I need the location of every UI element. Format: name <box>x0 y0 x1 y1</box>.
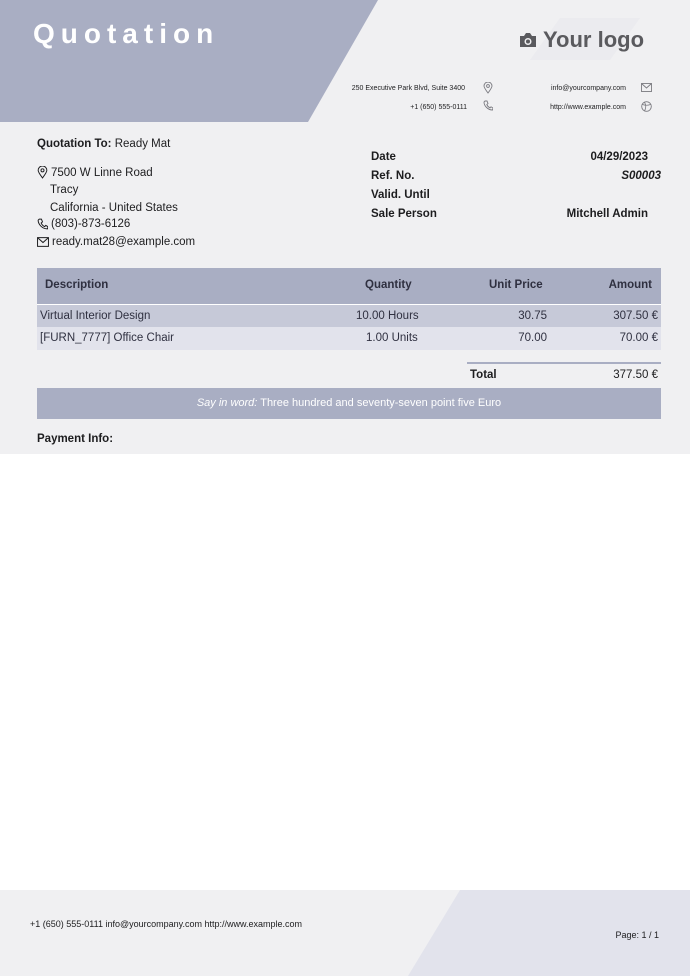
footer-band-shape <box>0 890 690 976</box>
header <box>0 0 690 122</box>
col-amount: Amount <box>608 279 652 291</box>
date-value: 04/29/2023 <box>590 151 648 163</box>
company-email[interactable]: info@yourcompany.com <box>550 85 626 92</box>
col-description: Description <box>45 279 109 291</box>
col-unit-price: Unit Price <box>489 279 543 291</box>
envelope-icon <box>641 83 652 92</box>
date-label: Date <box>371 151 396 163</box>
quotation-to <box>37 138 170 150</box>
quotation-to-label: Quotation To: <box>37 138 112 150</box>
customer-name: Ready Mat <box>114 138 171 150</box>
sale-person-value: Mitchell Admin <box>566 208 648 220</box>
customer-street: 7500 W Linne Road <box>51 166 153 179</box>
row-unit-price: 70.00 <box>518 332 547 344</box>
row-amount: 307.50 € <box>613 310 658 322</box>
page-number: Page: 1 / 1 <box>615 930 659 940</box>
row-description: Virtual Interior Design <box>40 310 151 322</box>
say-in-word-text: Three hundred and seventy-seven point five Euro <box>260 397 502 409</box>
customer-phone-line <box>37 218 130 230</box>
total-value: 377.50 € <box>613 369 658 381</box>
payment-info-label: Payment Info: <box>37 433 114 445</box>
row-unit-price: 30.75 <box>518 310 547 322</box>
footer-contact: +1 (650) 555-0111 info@yourcompany.com http://www.example.com <box>30 919 303 929</box>
customer-email[interactable]: ready.mat28@example.com <box>52 236 196 248</box>
logo-text: Your logo <box>543 27 645 52</box>
row-amount: 70.00 € <box>619 332 658 344</box>
camera-icon <box>519 32 537 48</box>
location-pin-icon <box>37 166 48 179</box>
company-phone: +1 (650) 555-0111 <box>410 104 467 111</box>
row-description: [FURN_7777] Office Chair <box>40 332 175 344</box>
row-quantity: 10.00 Hours <box>356 310 419 322</box>
table-row <box>37 304 661 327</box>
footer <box>0 890 690 976</box>
table-row <box>37 327 661 350</box>
say-in-word-bar <box>37 388 661 419</box>
envelope-icon <box>37 237 49 247</box>
customer-phone: (803)-873-6126 <box>51 218 131 230</box>
phone-icon <box>483 100 493 111</box>
globe-icon <box>641 101 652 112</box>
ref-no-value: S00003 <box>621 170 661 182</box>
say-in-word-label: Say in word: <box>196 397 258 409</box>
company-address: 250 Executive Park Blvd, Suite 3400 <box>351 85 465 92</box>
phone-icon <box>37 218 48 230</box>
ref-no-label: Ref. No. <box>371 170 415 182</box>
total-label: Total <box>470 369 497 381</box>
customer-street-line <box>37 166 153 179</box>
customer-city: Tracy <box>50 184 79 196</box>
customer-email-line <box>37 236 195 248</box>
table-header <box>37 268 661 305</box>
company-website[interactable]: http://www.example.com <box>550 104 626 111</box>
customer-state-country: California - United States <box>50 202 178 214</box>
sale-person-label: Sale Person <box>371 208 437 220</box>
location-pin-icon <box>483 82 493 94</box>
col-quantity: Quantity <box>365 279 412 291</box>
valid-until-label: Valid. Until <box>371 189 430 201</box>
total-divider <box>467 362 661 364</box>
document-title: Quotation <box>33 18 220 49</box>
company-logo <box>519 27 644 53</box>
row-quantity: 1.00 Units <box>366 332 418 344</box>
